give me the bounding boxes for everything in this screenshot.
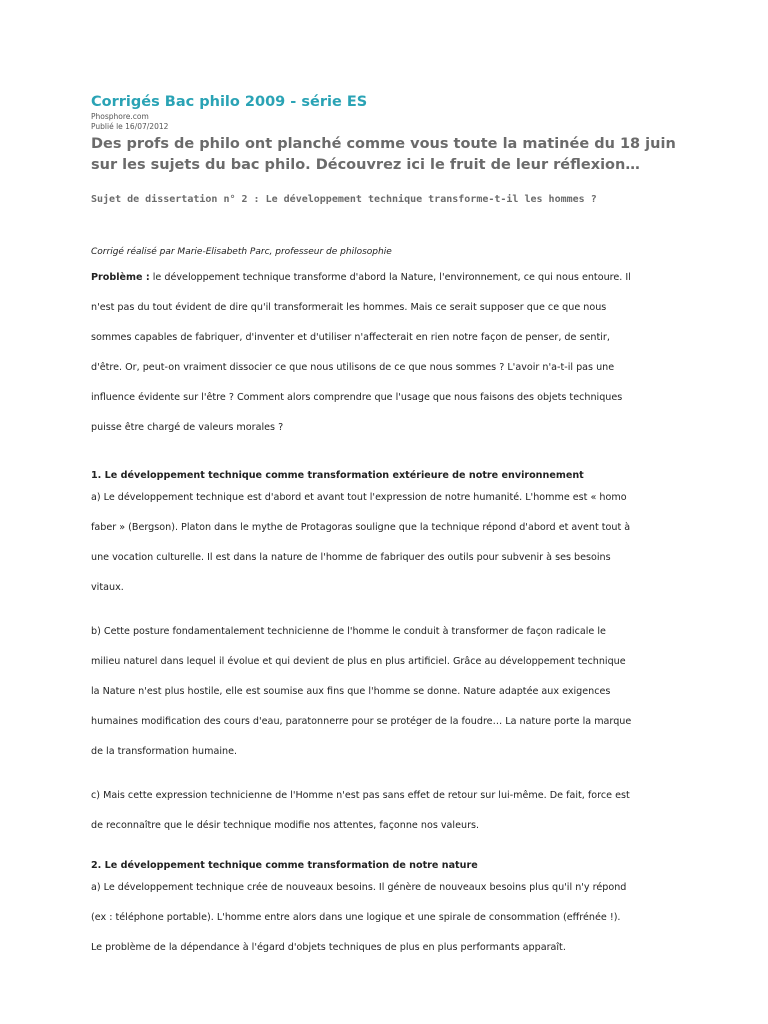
dissertation-subject: Sujet de dissertation n° 2 : Le développement technique transforme-t-il les hommes ? [91, 194, 597, 205]
paragraph-line: influence évidente sur l'être ? Comment alors comprendre que l'usage que nous faisons des objets techniques [91, 392, 623, 403]
section-1-paragraph-b [91, 617, 691, 767]
paragraph-line: b) Cette posture fondamentalement technicienne de l'homme le conduit à transformer de façon radicale le [91, 626, 606, 637]
article-intro [91, 134, 691, 176]
paragraph-line: humaines modification des cours d'eau, paratonnerre pour se protéger de la foudre… La nature porte la marque [91, 716, 632, 727]
paragraph-line: puisse être chargé de valeurs morales ? [91, 422, 284, 433]
probleme-label: Problème : [91, 272, 150, 283]
section-1-paragraph-a [91, 483, 691, 603]
intro-line: Des profs de philo ont planché comme vous toute la matinée du 18 juin [91, 136, 676, 152]
paragraph-line: d'être. Or, peut-on vraiment dissocier ce que nous utilisons de ce que nous sommes ? L'avoir n'a-t-il pas une [91, 362, 615, 373]
section-1-paragraph-c [91, 781, 691, 841]
paragraph-line: vitaux. [91, 582, 124, 593]
probleme-paragraph [91, 263, 691, 443]
article-title: Corrigés Bac philo 2009 - série ES [91, 94, 368, 110]
section-2-paragraph-a [91, 873, 691, 963]
paragraph-line: de reconnaître que le désir technique modifie nos attentes, façonne nos valeurs. [91, 820, 480, 831]
paragraph-line: milieu naturel dans lequel il évolue et qui devient de plus en plus artificiel. Grâce au développement technique [91, 656, 626, 667]
paragraph-line: une vocation culturelle. Il est dans la nature de l'homme de fabriquer des outils pour subvenir à ses besoins [91, 552, 611, 563]
article-source: Phosphore.com [91, 112, 149, 121]
section-2-heading: 2. Le développement technique comme transformation de notre nature [91, 860, 478, 871]
article [91, 92, 691, 963]
paragraph-line: n'est pas du tout évident de dire qu'il transformerait les hommes. Mais ce serait supposer que ce que nous [91, 302, 607, 313]
paragraph-line: a) Le développement technique crée de nouveaux besoins. Il génère de nouveaux besoins plus qu'il n'y répond [91, 882, 627, 893]
paragraph-text: le développement technique transforme d'abord la Nature, l'environnement, ce qui nous entoure. Il [149, 272, 631, 283]
paragraph-line: (ex : téléphone portable). L'homme entre alors dans une logique et une spirale de consommation (effrénée !). [91, 912, 621, 923]
author-credit: Corrigé réalisé par Marie-Elisabeth Parc, professeur de philosophie [91, 247, 392, 257]
section-1-heading: 1. Le développement technique comme transformation extérieure de notre environnement [91, 470, 584, 481]
paragraph-line: sommes capables de fabriquer, d'inventer et d'utiliser n'affecterait en rien notre façon de penser, de sentir, [91, 332, 610, 343]
paragraph-line: faber » (Bergson). Platon dans le mythe de Protagoras souligne que la technique répond d'abord et avent tout à [91, 522, 631, 533]
paragraph-line: la Nature n'est plus hostile, elle est soumise aux fins que l'homme se donne. Nature adaptée aux exigences [91, 686, 611, 697]
article-date: Publié le 16/07/2012 [91, 122, 169, 131]
paragraph-line: c) Mais cette expression technicienne de l'Homme n'est pas sans effet de retour sur lui-même. De fait, force est [91, 790, 630, 801]
intro-line: sur les sujets du bac philo. Découvrez ici le fruit de leur réflexion… [91, 157, 640, 173]
paragraph-line: a) Le développement technique est d'abord et avant tout l'expression de notre humanité. L'homme est « homo [91, 492, 627, 503]
paragraph-line: de la transformation humaine. [91, 746, 238, 757]
paragraph-line [91, 263, 691, 293]
paragraph-line: Le problème de la dépendance à l'égard d'objets techniques de plus en plus performants apparaît. [91, 942, 566, 953]
